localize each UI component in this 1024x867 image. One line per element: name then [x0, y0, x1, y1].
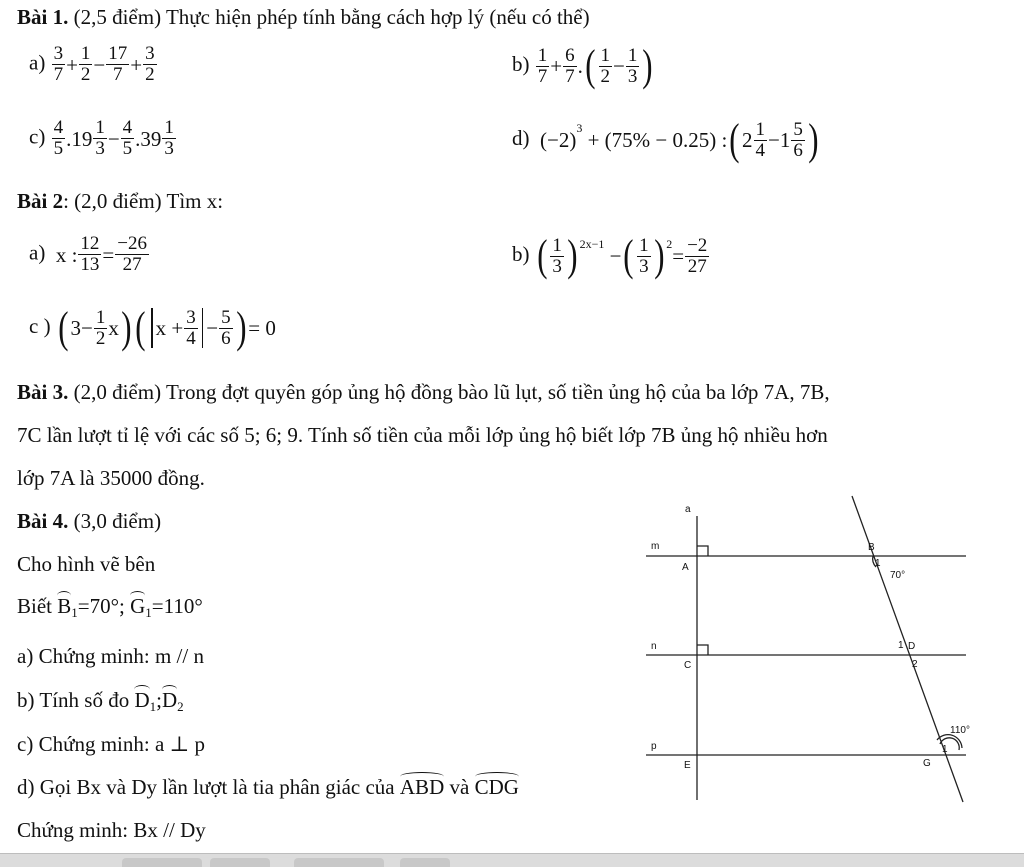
label-E: E — [684, 760, 691, 771]
label-B: B — [868, 542, 875, 553]
bai1-title: Bài 1. — [17, 5, 69, 29]
bai4-b: b) Tính số đo $D_1;D_2$ — [17, 688, 184, 714]
bai1-d-label: d) — [512, 125, 530, 150]
bai1-a-label: a) — [29, 50, 46, 75]
bai3-line2: 7C lần lượt tỉ lệ với các số 5; 6; 9. Tính số tiền của mỗi lớp ủng hộ biết lớp 7B ủng hộ nhiều hơn — [17, 423, 828, 447]
bai4-d2: Chứng minh: Bx // Dy — [17, 818, 206, 842]
right-angle-A — [697, 546, 708, 556]
bai2-c-expression: ( 3− 1 2 x ) ( x + 3 4 − 5 6 ) = 0 — [58, 303, 276, 352]
bai3-line3: lớp 7A là 35000 đồng. — [17, 466, 205, 490]
label-b1: 1 — [875, 558, 881, 569]
label-C: C — [684, 660, 692, 671]
bai4-subtitle: (3,0 điểm) — [68, 509, 162, 533]
bai1-subtitle: (2,5 điểm) Thực hiện phép tính bằng cách hợp lý (nếu có thể) — [68, 5, 590, 29]
bai1-b-expression: 1 7 + 6 7 . ( 1 2 − 1 3 ) — [537, 41, 653, 90]
bottom-toolbar-strip — [0, 853, 1024, 867]
bai1-b-label: b) — [512, 51, 530, 76]
label-p: p — [651, 741, 657, 752]
bai2-subtitle: : (2,0 điểm) Tìm x: — [63, 189, 224, 213]
bai3-line1: Bài 3. (2,0 điểm) Trong đợt quyên góp ủng hộ đồng bào lũ lụt, số tiền ủng hộ của ba lớp 7A, 7B, — [17, 380, 830, 404]
label-m: m — [651, 541, 660, 552]
label-A: A — [682, 562, 689, 573]
label-D: D — [908, 641, 916, 652]
label-G: G — [923, 758, 931, 769]
right-angle-C — [697, 645, 708, 655]
label-angle-110: 110° — [950, 725, 970, 736]
bai4-c: c) Chứng minh: a ⊥ p — [17, 732, 206, 756]
bai4-given: Biết $B_1=70^\circ$; $G_1=110^\circ$ — [17, 594, 203, 620]
bai2-b-label: b) — [512, 241, 530, 266]
label-a: a — [685, 504, 691, 515]
bai2-title: Bài 2 — [17, 189, 64, 213]
bai3-title: Bài 3. — [17, 380, 69, 404]
bai4-intro: Cho hình vẽ bên — [17, 552, 156, 576]
bai4-a: a) Chứng minh: m // n — [17, 644, 204, 668]
bai1-d-expression: (−2) $^3$ + (75% − 0.25) : ( 2 1 4 −1 5 6 ) — [534, 115, 819, 164]
bai1-a-expression: 3 7 + 1 2 − 17 7 + 3 2 — [53, 43, 155, 85]
bai2-b-expression: ( 1 3 ) $^{2x-1}$ − ( 1 3 ) $^2$ = −2 27 — [536, 231, 708, 280]
bai2-a-expression: x : 12 13 = −26 27 — [50, 233, 147, 275]
bai4-d: d) Gọi Bx và Dy lần lượt là tia phân giác của ABD và CDG — [17, 775, 519, 799]
label-g1: 1 — [942, 744, 948, 755]
bai1-c-label: c) — [29, 124, 46, 149]
label-n: n — [651, 641, 657, 652]
bai2-a-label: a) — [29, 240, 46, 265]
label-d2: 2 — [912, 659, 918, 670]
label-d1: 1 — [898, 640, 904, 651]
bai1-c-expression: 4 5 .19 1 3 − 4 5 .39 1 3 — [53, 117, 174, 159]
label-angle-70: 70° — [890, 570, 906, 581]
bai4-title: Bài 4. — [17, 509, 69, 533]
bai2-c-label: c ) — [29, 313, 51, 338]
